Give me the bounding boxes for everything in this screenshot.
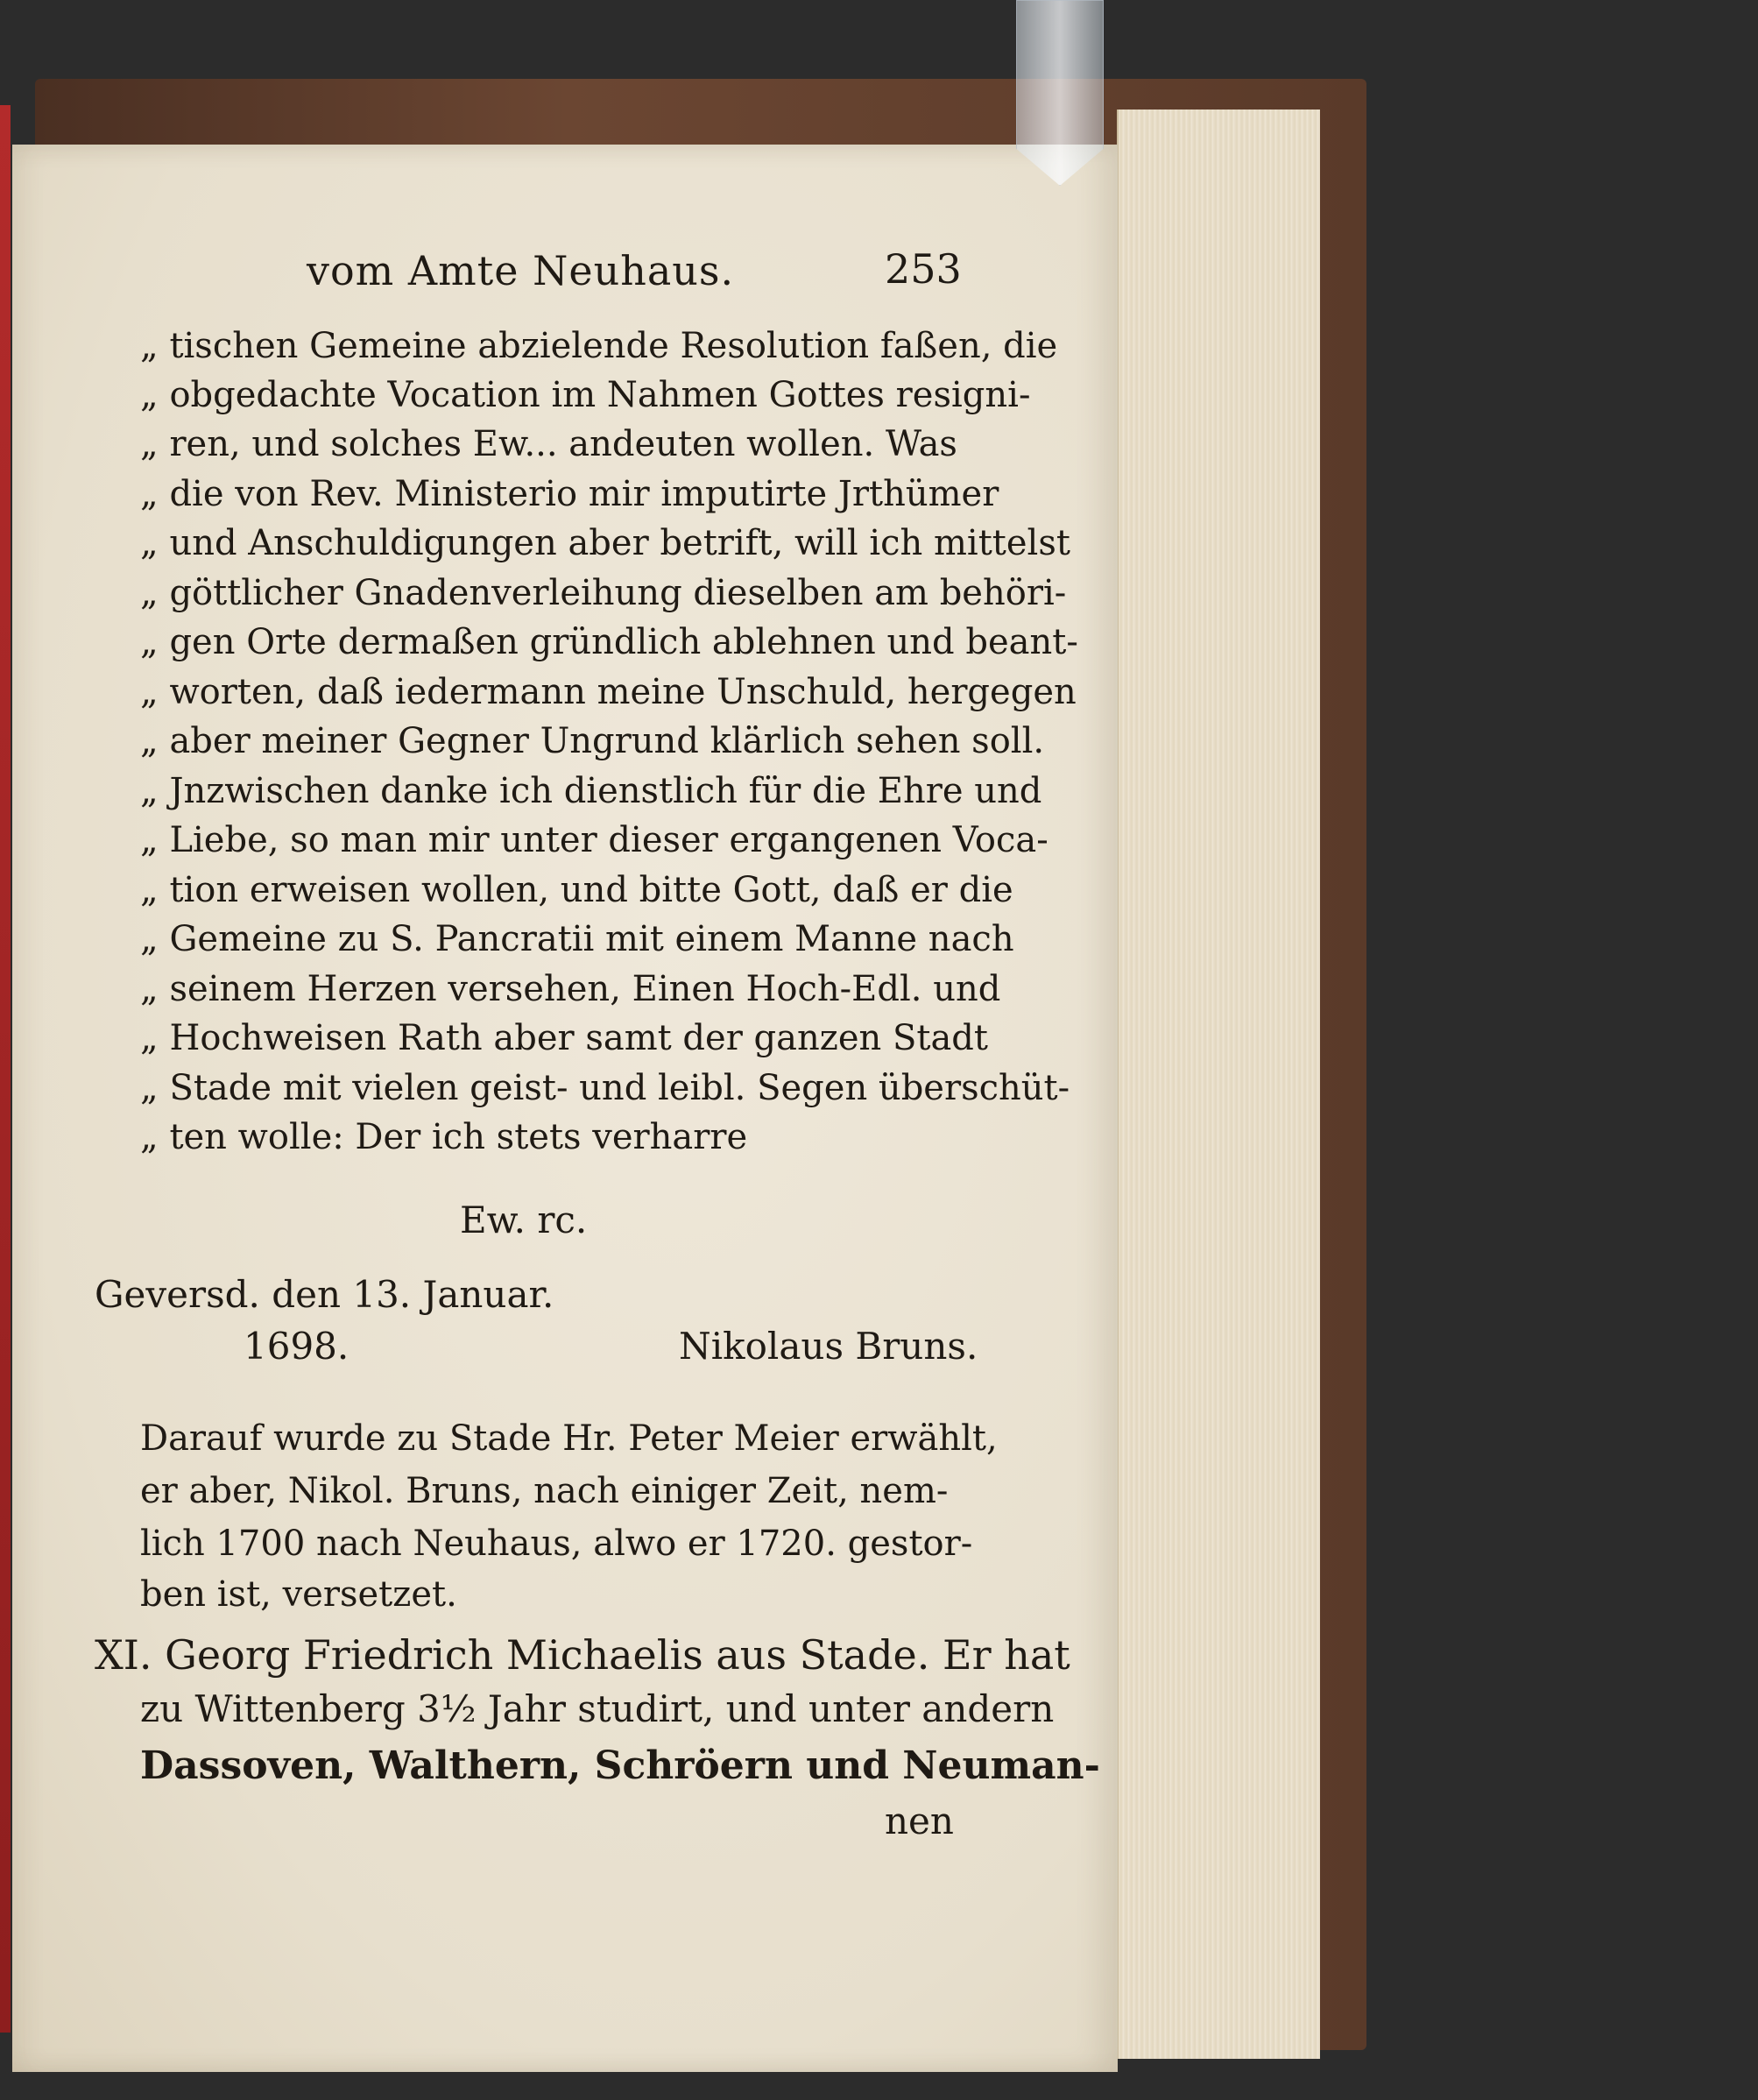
text-line: „ tischen Gemeine abzielende Resolution faßen, die [140,326,1058,366]
bookmark-ribbon [1016,0,1104,186]
text-line: „ göttlicher Gnadenverleihung dieselben am behöri- [140,573,1067,613]
text-line: „ ren, und solches Ew... andeuten wollen. Was [140,424,957,464]
letter-year: 1698. [244,1325,349,1368]
text-line: „ seinem Herzen versehen, Einen Hoch-Edl. und [140,969,1001,1009]
text-line: „ obgedachte Vocation im Nahmen Gottes resigni- [140,375,1031,415]
text-line: „ Gemeine zu S. Pancratii mit einem Manne nach [140,919,1014,959]
text-line: „ Jnzwischen danke ich dienstlich für die Ehre und [140,771,1042,811]
text-line: zu Wittenberg 3½ Jahr studirt, und unter andern [140,1687,1055,1730]
letter-signoff: Ew. rc. [460,1198,588,1241]
text-line: Dassoven, Walthern, Schröern und Neuman- [140,1743,1100,1788]
text-line: lich 1700 nach Neuhaus, alwo er 1720. gestor- [140,1524,973,1564]
page-edges [1117,110,1320,2059]
text-line: er aber, Nikol. Bruns, nach einiger Zeit, nem- [140,1471,949,1511]
text-line: Darauf wurde zu Stade Hr. Peter Meier erwählt, [140,1418,998,1459]
page-number: 253 [885,245,962,293]
text-line: „ Hochweisen Rath aber samt der ganzen Stadt [140,1018,988,1058]
letter-signature: Nikolaus Bruns. [679,1325,978,1368]
text-line: „ ten wolle: Der ich stets verharre [140,1117,748,1157]
text-line: „ Liebe, so man mir unter dieser ergangenen Voca- [140,820,1048,860]
text-line: ben ist, versetzet. [140,1574,457,1615]
catchword: nen [885,1799,954,1842]
text-line: „ die von Rev. Ministerio mir imputirte Jrthümer [140,474,999,514]
text-line: „ tion erweisen wollen, und bitte Gott, daß er die [140,870,1013,910]
running-head: vom Amte Neuhaus. [307,247,735,294]
text-line: „ gen Orte dermaßen gründlich ablehnen und beant- [140,622,1078,662]
red-headband [0,105,11,2033]
entry-heading-line: XI. Georg Friedrich Michaelis aus Stade. Er hat [95,1631,1070,1679]
text-line: „ Stade mit vielen geist- und leibl. Segen überschüt- [140,1068,1070,1108]
text-line: „ aber meiner Gegner Ungrund klärlich sehen soll. [140,721,1045,761]
text-line: „ worten, daß iedermann meine Unschuld, hergegen [140,672,1077,712]
text-line: „ und Anschuldigungen aber betrift, will ich mittelst [140,523,1070,563]
place-date: Geversd. den 13. Januar. [95,1273,554,1316]
